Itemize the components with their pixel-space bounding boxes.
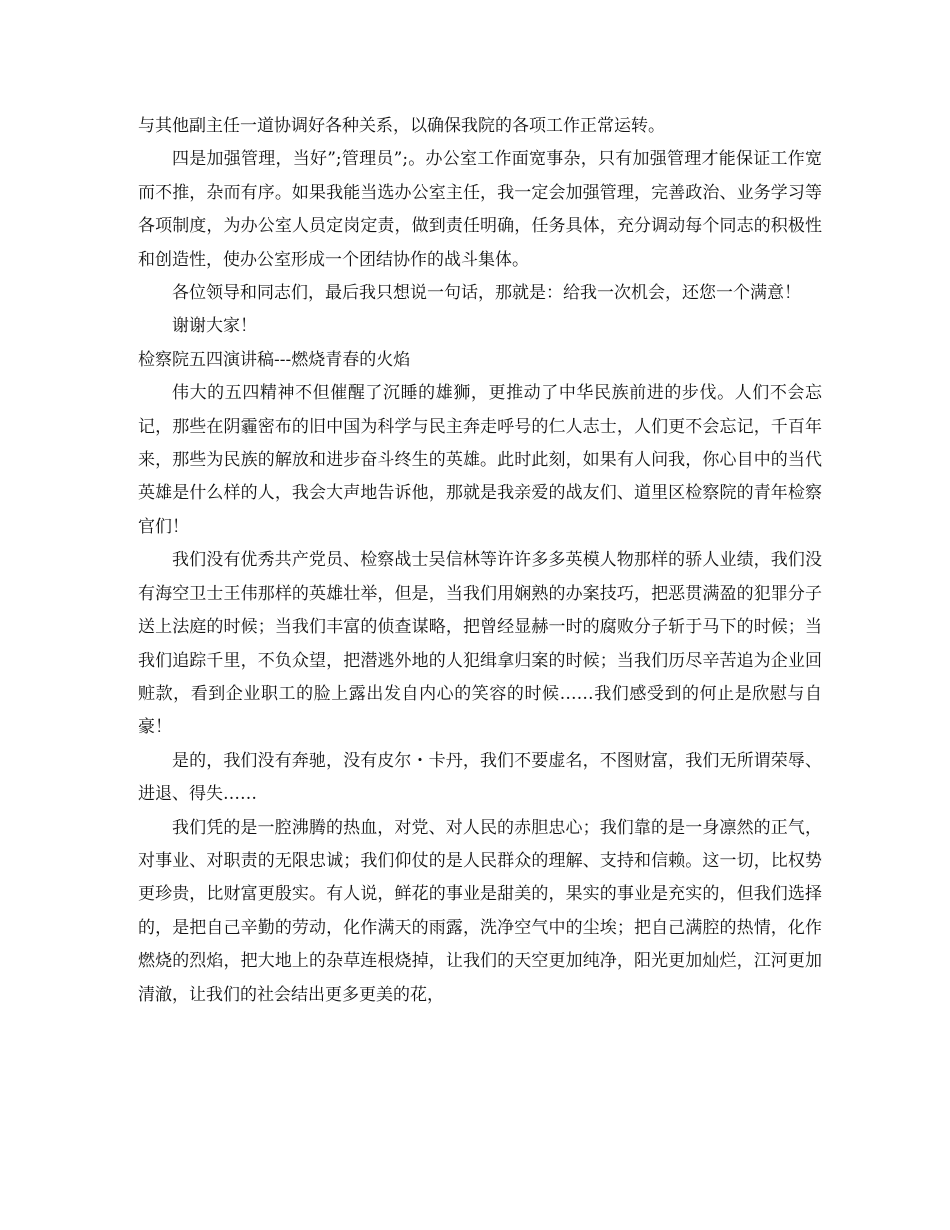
paragraph: 谢谢大家！ [172,316,257,337]
paragraph: 伟大的五四精神不但催醒了沉睡的雄狮，更推动了中华民族前进的步伐。人们不会忘记，那些在阴霾密布的旧中国为科学与民主奔走呼号的仁人志士，人们更不会忘记，千百年来，那些为民族的解放和进步奋斗终生的英雄。此时此刻，如果有人问我，你心目中的当代英雄是什么样的人，我会大声地告诉他，那就是我亲爱的战友们、道里区检察院的青年检察官们！ [138,383,822,537]
paragraph: 与其他副主任一道协调好各种关系，以确保我院的各项工作正常运转。 [138,116,665,136]
paragraph: 我们没有优秀共产党员、检察战士吴信林等许许多多英模人物那样的骄人业绩，我们没有海空卫士王伟那样的英雄壮举，但是，当我们用娴熟的办案技巧，把恶贯满盈的犯罪分子送上法庭的时候；当我们丰富的侦查谋略，把曾经显赫一时的腐败分子斩于马下的时候；当我们追踪千里，不负众望，把潜逃外地的人犯缉拿归案的时候；当我们历尽辛苦追为企业回赃款，看到企业职工的脸上露出发自内心的笑容的时候……我们感受到的何止是欣慰与自豪！ [138,550,822,738]
paragraph: 我们凭的是一腔沸腾的热血，对党、对人民的赤胆忠心；我们靠的是一身凛然的正气，对事业、对职责的无限忠诚；我们仰仗的是人民群众的理解、支持和信赖。这一切，比权势更珍贵，比财富更殷实。有人说，鲜花的事业是甜美的，果实的事业是充实的，但我们选择的，是把自己辛勤的劳动，化作满天的雨露，洗净空气中的尘埃；把自己满腔的热情，化作燃烧的烈焰，把大地上的杂草连根烧掉，让我们的天空更加纯净，阳光更加灿烂，江河更加清澈，让我们的社会结出更多更美的花， [138,817,822,1005]
section-title: 检察院五四演讲稿---燃烧青春的火焰 [138,349,411,370]
paragraph: 各位领导和同志们，最后我只想说一句话，那就是：给我一次机会，还您一个满意！ [172,283,801,304]
paragraph: 四是加强管理，当好”;管理员”;。办公室工作面宽事杂，只有加强管理才能保证工作宽而不推，杂而有序。如果我能当选办公室主任，我一定会加强管理，完善政治、业务学习等各项制度，为办公室人员定岗定责，做到责任明确，任务具体，充分调动每个同志的积极性和创造性，使办公室形成一个团结协作的战斗集体。 [138,149,822,270]
paragraph: 是的，我们没有奔驰，没有皮尔・卡丹，我们不要虚名，不图财富，我们无所谓荣辱、进退、得失…… [138,750,822,805]
document-body [138,110,822,1012]
